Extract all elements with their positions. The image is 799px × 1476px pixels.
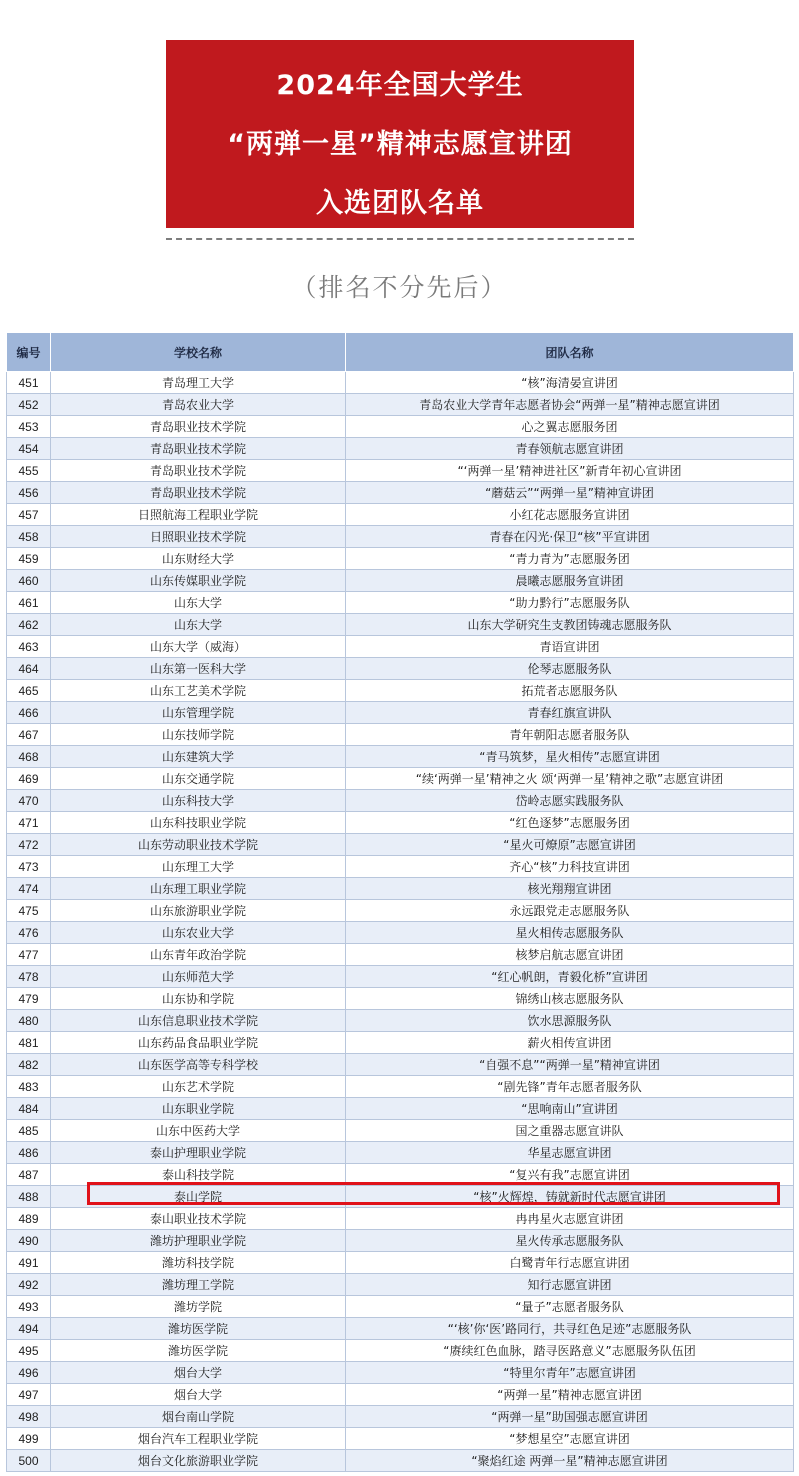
cell-team-name: “量子”志愿者服务队 bbox=[346, 1296, 794, 1318]
cell-school-name: 山东农业大学 bbox=[51, 922, 346, 944]
cell-school-name: 青岛职业技术学院 bbox=[51, 438, 346, 460]
cell-school-name: 山东药品食品职业学院 bbox=[51, 1032, 346, 1054]
cell-number: 451 bbox=[7, 372, 51, 394]
cell-number: 454 bbox=[7, 438, 51, 460]
cell-school-name: 山东旅游职业学院 bbox=[51, 900, 346, 922]
cell-school-name: 山东第一医科大学 bbox=[51, 658, 346, 680]
table-row bbox=[7, 790, 794, 812]
header-school-name: 学校名称 bbox=[51, 333, 346, 372]
cell-number: 453 bbox=[7, 416, 51, 438]
cell-team-name: “思响南山”宣讲团 bbox=[346, 1098, 794, 1120]
cell-number: 481 bbox=[7, 1032, 51, 1054]
cell-team-name: 齐心“核”力科技宣讲团 bbox=[346, 856, 794, 878]
cell-number: 460 bbox=[7, 570, 51, 592]
cell-school-name: 山东交通学院 bbox=[51, 768, 346, 790]
cell-school-name: 山东中医药大学 bbox=[51, 1120, 346, 1142]
table-row bbox=[7, 372, 794, 394]
cell-number: 478 bbox=[7, 966, 51, 988]
table-row bbox=[7, 460, 794, 482]
header-team-name: 团队名称 bbox=[346, 333, 794, 372]
cell-number: 489 bbox=[7, 1208, 51, 1230]
team-list-table-container bbox=[6, 332, 793, 1472]
cell-number: 464 bbox=[7, 658, 51, 680]
cell-school-name: 山东理工职业学院 bbox=[51, 878, 346, 900]
table-row bbox=[7, 1450, 794, 1472]
cell-school-name: 山东职业学院 bbox=[51, 1098, 346, 1120]
table-row bbox=[7, 878, 794, 900]
cell-team-name: “剧先锋”青年志愿者服务队 bbox=[346, 1076, 794, 1098]
table-row bbox=[7, 1120, 794, 1142]
cell-team-name: “自强不息”“两弹一星”精神宣讲团 bbox=[346, 1054, 794, 1076]
cell-number: 452 bbox=[7, 394, 51, 416]
cell-school-name: 山东青年政治学院 bbox=[51, 944, 346, 966]
cell-number: 484 bbox=[7, 1098, 51, 1120]
cell-number: 491 bbox=[7, 1252, 51, 1274]
table-row bbox=[7, 1252, 794, 1274]
cell-school-name: 山东建筑大学 bbox=[51, 746, 346, 768]
cell-number: 467 bbox=[7, 724, 51, 746]
table-row bbox=[7, 966, 794, 988]
table-row bbox=[7, 526, 794, 548]
cell-team-name: 知行志愿宣讲团 bbox=[346, 1274, 794, 1296]
cell-school-name: 山东科技大学 bbox=[51, 790, 346, 812]
cell-team-name: 华星志愿宣讲团 bbox=[346, 1142, 794, 1164]
cell-number: 473 bbox=[7, 856, 51, 878]
table-row bbox=[7, 570, 794, 592]
cell-number: 466 bbox=[7, 702, 51, 724]
cell-school-name: 山东技师学院 bbox=[51, 724, 346, 746]
cell-team-name: 冉冉星火志愿宣讲团 bbox=[346, 1208, 794, 1230]
cell-number: 456 bbox=[7, 482, 51, 504]
cell-team-name: “‘核’你‘医’路同行，共寻红色足迹”志愿服务队 bbox=[346, 1318, 794, 1340]
team-list-table bbox=[6, 332, 794, 1472]
table-row bbox=[7, 856, 794, 878]
table-row bbox=[7, 1098, 794, 1120]
cell-team-name: 青春红旗宣讲队 bbox=[346, 702, 794, 724]
cell-number: 471 bbox=[7, 812, 51, 834]
banner-title-line-3: 入选团队名单 bbox=[316, 188, 484, 219]
cell-team-name: 青岛农业大学青年志愿者协会“两弹一星”精神志愿宣讲团 bbox=[346, 394, 794, 416]
cell-school-name: 山东劳动职业技术学院 bbox=[51, 834, 346, 856]
cell-school-name: 日照航海工程职业学院 bbox=[51, 504, 346, 526]
cell-number: 499 bbox=[7, 1428, 51, 1450]
cell-team-name: “核”火辉煌，铸就新时代志愿宣讲团 bbox=[346, 1186, 794, 1208]
cell-number: 480 bbox=[7, 1010, 51, 1032]
cell-number: 463 bbox=[7, 636, 51, 658]
cell-number: 500 bbox=[7, 1450, 51, 1472]
cell-team-name: “红色逐梦”志愿服务团 bbox=[346, 812, 794, 834]
cell-number: 483 bbox=[7, 1076, 51, 1098]
cell-number: 472 bbox=[7, 834, 51, 856]
cell-team-name: “特里尔青年”志愿宣讲团 bbox=[346, 1362, 794, 1384]
table-row bbox=[7, 1296, 794, 1318]
cell-team-name: “青力青为”志愿服务团 bbox=[346, 548, 794, 570]
cell-team-name: 青春在闪光·保卫“核”平宣讲团 bbox=[346, 526, 794, 548]
table-row bbox=[7, 746, 794, 768]
cell-number: 490 bbox=[7, 1230, 51, 1252]
cell-team-name: 国之重器志愿宣讲队 bbox=[346, 1120, 794, 1142]
cell-number: 497 bbox=[7, 1384, 51, 1406]
cell-school-name: 潍坊科技学院 bbox=[51, 1252, 346, 1274]
cell-number: 482 bbox=[7, 1054, 51, 1076]
cell-team-name: 星火传承志愿服务队 bbox=[346, 1230, 794, 1252]
cell-team-name: 核梦启航志愿宣讲团 bbox=[346, 944, 794, 966]
cell-number: 458 bbox=[7, 526, 51, 548]
cell-number: 457 bbox=[7, 504, 51, 526]
cell-number: 461 bbox=[7, 592, 51, 614]
cell-number: 462 bbox=[7, 614, 51, 636]
cell-school-name: 山东理工大学 bbox=[51, 856, 346, 878]
table-row bbox=[7, 1362, 794, 1384]
cell-number: 494 bbox=[7, 1318, 51, 1340]
table-row bbox=[7, 1054, 794, 1076]
cell-school-name: 山东大学 bbox=[51, 614, 346, 636]
cell-team-name: 青年朝阳志愿者服务队 bbox=[346, 724, 794, 746]
table-row bbox=[7, 592, 794, 614]
cell-team-name: “续‘两弹一星’精神之火 颂‘两弹一星’精神之歌”志愿宣讲团 bbox=[346, 768, 794, 790]
cell-number: 476 bbox=[7, 922, 51, 944]
table-row bbox=[7, 504, 794, 526]
table-row bbox=[7, 1164, 794, 1186]
cell-school-name: 山东大学 bbox=[51, 592, 346, 614]
cell-number: 498 bbox=[7, 1406, 51, 1428]
table-row bbox=[7, 1340, 794, 1362]
cell-team-name: “聚焰红途 两弹一星”精神志愿宣讲团 bbox=[346, 1450, 794, 1472]
cell-team-name: 核光翔翔宣讲团 bbox=[346, 878, 794, 900]
table-row bbox=[7, 1208, 794, 1230]
table-row bbox=[7, 1230, 794, 1252]
cell-school-name: 青岛理工大学 bbox=[51, 372, 346, 394]
cell-number: 469 bbox=[7, 768, 51, 790]
cell-number: 474 bbox=[7, 878, 51, 900]
table-row bbox=[7, 548, 794, 570]
cell-school-name: 山东大学（威海） bbox=[51, 636, 346, 658]
cell-team-name: “复兴有我”志愿宣讲团 bbox=[346, 1164, 794, 1186]
cell-team-name: “红心帆朗，青毅化桥”宣讲团 bbox=[346, 966, 794, 988]
cell-school-name: 山东科技职业学院 bbox=[51, 812, 346, 834]
cell-number: 475 bbox=[7, 900, 51, 922]
table-row bbox=[7, 812, 794, 834]
dashed-divider bbox=[166, 238, 634, 240]
cell-school-name: 山东财经大学 bbox=[51, 548, 346, 570]
cell-team-name: 岱岭志愿实践服务队 bbox=[346, 790, 794, 812]
cell-school-name: 山东艺术学院 bbox=[51, 1076, 346, 1098]
table-row bbox=[7, 1428, 794, 1450]
cell-number: 495 bbox=[7, 1340, 51, 1362]
cell-school-name: 泰山学院 bbox=[51, 1186, 346, 1208]
table-row bbox=[7, 394, 794, 416]
table-row bbox=[7, 900, 794, 922]
cell-number: 493 bbox=[7, 1296, 51, 1318]
cell-school-name: 烟台文化旅游职业学院 bbox=[51, 1450, 346, 1472]
cell-team-name: “核”海清晏宣讲团 bbox=[346, 372, 794, 394]
cell-school-name: 山东医学高等专科学校 bbox=[51, 1054, 346, 1076]
cell-team-name: “两弹一星”精神志愿宣讲团 bbox=[346, 1384, 794, 1406]
cell-school-name: 日照职业技术学院 bbox=[51, 526, 346, 548]
table-row bbox=[7, 416, 794, 438]
cell-number: 470 bbox=[7, 790, 51, 812]
table-row bbox=[7, 1010, 794, 1032]
cell-school-name: 山东传媒职业学院 bbox=[51, 570, 346, 592]
cell-team-name: “两弹一星”助国强志愿宣讲团 bbox=[346, 1406, 794, 1428]
table-row bbox=[7, 636, 794, 658]
cell-team-name: 心之翼志愿服务团 bbox=[346, 416, 794, 438]
cell-school-name: 烟台南山学院 bbox=[51, 1406, 346, 1428]
cell-school-name: 青岛农业大学 bbox=[51, 394, 346, 416]
cell-number: 488 bbox=[7, 1186, 51, 1208]
cell-school-name: 山东信息职业技术学院 bbox=[51, 1010, 346, 1032]
cell-team-name: 青春领航志愿宣讲团 bbox=[346, 438, 794, 460]
cell-school-name: 烟台大学 bbox=[51, 1384, 346, 1406]
cell-school-name: 潍坊学院 bbox=[51, 1296, 346, 1318]
cell-team-name: “星火可燎原”志愿宣讲团 bbox=[346, 834, 794, 856]
cell-team-name: “助力黔行”志愿服务队 bbox=[346, 592, 794, 614]
cell-school-name: 潍坊护理职业学院 bbox=[51, 1230, 346, 1252]
table-row bbox=[7, 680, 794, 702]
cell-team-name: 饮水思源服务队 bbox=[346, 1010, 794, 1032]
cell-school-name: 山东师范大学 bbox=[51, 966, 346, 988]
cell-team-name: “青马筑梦，星火相传”志愿宣讲团 bbox=[346, 746, 794, 768]
cell-team-name: 山东大学研究生支教团铸魂志愿服务队 bbox=[346, 614, 794, 636]
table-row bbox=[7, 768, 794, 790]
table-row bbox=[7, 988, 794, 1010]
cell-number: 477 bbox=[7, 944, 51, 966]
cell-school-name: 山东协和学院 bbox=[51, 988, 346, 1010]
cell-school-name: 潍坊医学院 bbox=[51, 1318, 346, 1340]
table-row bbox=[7, 1142, 794, 1164]
table-row bbox=[7, 1076, 794, 1098]
table-row bbox=[7, 1032, 794, 1054]
table-row bbox=[7, 922, 794, 944]
cell-school-name: 青岛职业技术学院 bbox=[51, 460, 346, 482]
cell-team-name: 永远跟党走志愿服务队 bbox=[346, 900, 794, 922]
cell-team-name: 薪火相传宣讲团 bbox=[346, 1032, 794, 1054]
cell-team-name: 小红花志愿服务宣讲团 bbox=[346, 504, 794, 526]
cell-school-name: 山东管理学院 bbox=[51, 702, 346, 724]
cell-school-name: 潍坊理工学院 bbox=[51, 1274, 346, 1296]
table-header-row bbox=[7, 333, 794, 372]
cell-team-name: “赓续红色血脉，踏寻医路意义”志愿服务队伍团 bbox=[346, 1340, 794, 1362]
cell-school-name: 山东工艺美术学院 bbox=[51, 680, 346, 702]
cell-team-name: 星火相传志愿服务队 bbox=[346, 922, 794, 944]
subtitle-note: （排名不分先后） bbox=[291, 273, 508, 302]
cell-number: 492 bbox=[7, 1274, 51, 1296]
cell-number: 496 bbox=[7, 1362, 51, 1384]
cell-school-name: 泰山科技学院 bbox=[51, 1164, 346, 1186]
cell-team-name: “梦想星空”志愿宣讲团 bbox=[346, 1428, 794, 1450]
cell-school-name: 潍坊医学院 bbox=[51, 1340, 346, 1362]
cell-number: 485 bbox=[7, 1120, 51, 1142]
title-banner bbox=[166, 40, 634, 228]
table-row bbox=[7, 724, 794, 746]
table-row bbox=[7, 834, 794, 856]
cell-team-name: “蘑菇云”“两弹一星”精神宣讲团 bbox=[346, 482, 794, 504]
table-body bbox=[7, 372, 794, 1472]
header-number: 编号 bbox=[7, 333, 51, 372]
table-row bbox=[7, 1406, 794, 1428]
table-row bbox=[7, 614, 794, 636]
cell-team-name: “‘两弹一星’精神进社区”新青年初心宣讲团 bbox=[346, 460, 794, 482]
cell-school-name: 青岛职业技术学院 bbox=[51, 482, 346, 504]
cell-school-name: 烟台汽车工程职业学院 bbox=[51, 1428, 346, 1450]
table-row bbox=[7, 1186, 794, 1208]
table-row bbox=[7, 658, 794, 680]
cell-number: 486 bbox=[7, 1142, 51, 1164]
table-row bbox=[7, 1318, 794, 1340]
cell-team-name: 晨曦志愿服务宣讲团 bbox=[346, 570, 794, 592]
cell-number: 455 bbox=[7, 460, 51, 482]
cell-number: 465 bbox=[7, 680, 51, 702]
table-row bbox=[7, 944, 794, 966]
cell-school-name: 泰山职业技术学院 bbox=[51, 1208, 346, 1230]
cell-number: 479 bbox=[7, 988, 51, 1010]
cell-number: 459 bbox=[7, 548, 51, 570]
cell-school-name: 泰山护理职业学院 bbox=[51, 1142, 346, 1164]
cell-team-name: 青语宣讲团 bbox=[346, 636, 794, 658]
table-row bbox=[7, 438, 794, 460]
cell-number: 487 bbox=[7, 1164, 51, 1186]
cell-team-name: 伦琴志愿服务队 bbox=[346, 658, 794, 680]
banner-title-line-2: “两弹一星”精神志愿宣讲团 bbox=[227, 129, 573, 160]
banner-title-line-1: 2024年全国大学生 bbox=[276, 70, 524, 101]
table-row bbox=[7, 702, 794, 724]
cell-number: 468 bbox=[7, 746, 51, 768]
table-row bbox=[7, 482, 794, 504]
cell-school-name: 青岛职业技术学院 bbox=[51, 416, 346, 438]
cell-school-name: 烟台大学 bbox=[51, 1362, 346, 1384]
cell-team-name: 白鹭青年行志愿宣讲团 bbox=[346, 1252, 794, 1274]
table-row bbox=[7, 1274, 794, 1296]
table-row bbox=[7, 1384, 794, 1406]
cell-team-name: 锦绣山核志愿服务队 bbox=[346, 988, 794, 1010]
cell-team-name: 拓荒者志愿服务队 bbox=[346, 680, 794, 702]
